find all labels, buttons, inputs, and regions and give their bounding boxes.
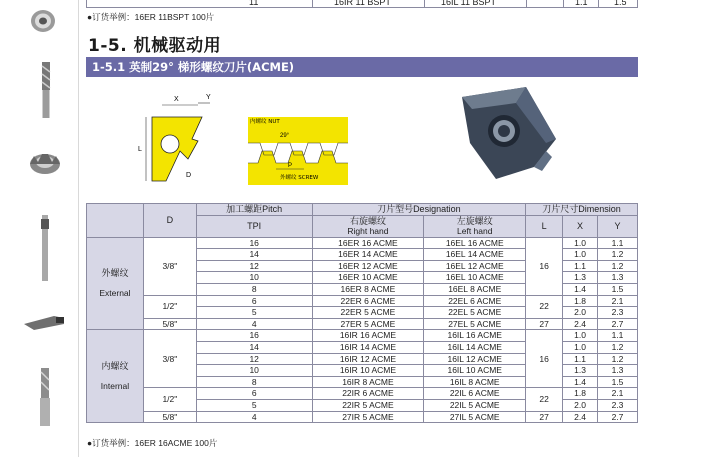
label-angle: 29°	[280, 133, 290, 139]
x-cell: 1.0	[563, 249, 598, 261]
left-hand-cell: 16EL 14 ACME	[424, 249, 526, 261]
y-cell: 2.1	[598, 295, 638, 307]
y-cell: 1.1	[598, 237, 638, 249]
y-cell: 2.1	[598, 388, 638, 400]
shell-mill-icon	[28, 150, 62, 178]
table-row	[87, 411, 638, 423]
label-screw: 外螺纹 SCREW	[280, 175, 319, 181]
diameter-cell: 3/8"	[143, 330, 196, 388]
l-cell: 27	[526, 318, 563, 330]
turning-tool-icon	[24, 312, 66, 332]
y-cell: 1.3	[598, 272, 638, 284]
tpi-cell: 5	[196, 399, 312, 411]
x-cell: 1.4	[563, 283, 598, 295]
left-hand-cell: 16IL 12 ACME	[424, 353, 526, 365]
face-mill-icon	[30, 8, 56, 34]
right-hand-cell: 16ER 16 ACME	[312, 237, 424, 249]
right-hand-cell: 22IR 6 ACME	[312, 388, 424, 400]
l-cell: 27	[526, 411, 563, 423]
label-x: X	[174, 96, 179, 103]
header-d: D	[143, 204, 196, 238]
label-y: Y	[206, 94, 211, 101]
right-hand-cell: 22ER 5 ACME	[312, 307, 424, 319]
right-hand-cell: 16ER 14 ACME	[312, 249, 424, 261]
left-hand-cell: 22EL 6 ACME	[424, 295, 526, 307]
left-hand-cell: 27IL 5 ACME	[424, 411, 526, 423]
insert-photo	[456, 83, 566, 181]
top-tpi: 11	[249, 0, 259, 7]
insert-dimension-drawing	[126, 89, 218, 199]
previous-table-last-row	[86, 0, 638, 8]
x-cell: 2.4	[563, 318, 598, 330]
l-cell: 16	[526, 330, 563, 388]
x-cell: 1.1	[563, 353, 598, 365]
table-row	[87, 295, 638, 307]
x-cell: 1.1	[563, 260, 598, 272]
tpi-cell: 10	[196, 365, 312, 377]
tpi-cell: 16	[196, 330, 312, 342]
left-hand-cell: 16IL 16 ACME	[424, 330, 526, 342]
header-dimension: 刀片尺寸Dimension	[526, 204, 638, 216]
tpi-cell: 5	[196, 307, 312, 319]
left-hand-cell: 16EL 10 ACME	[424, 272, 526, 284]
label-d: D	[186, 172, 192, 179]
tpi-cell: 4	[196, 318, 312, 330]
right-hand-cell: 16IR 10 ACME	[312, 365, 424, 377]
tpi-cell: 14	[196, 249, 312, 261]
header-left-hand: 左旋螺纹 Left hand	[424, 215, 526, 237]
right-hand-cell: 16ER 10 ACME	[312, 272, 424, 284]
top-right-hand: 16IR 11 BSPT	[334, 0, 391, 7]
tpi-cell: 8	[196, 283, 312, 295]
tpi-cell: 12	[196, 353, 312, 365]
header-l: L	[526, 215, 563, 237]
left-hand-cell: 22IL 6 ACME	[424, 388, 526, 400]
label-l: L	[138, 146, 142, 153]
table-row	[87, 330, 638, 342]
right-hand-cell: 16IR 16 ACME	[312, 330, 424, 342]
left-hand-cell: 16IL 14 ACME	[424, 341, 526, 353]
table-row	[87, 318, 638, 330]
left-hand-cell: 16IL 10 ACME	[424, 365, 526, 377]
l-cell: 22	[526, 388, 563, 411]
right-hand-cell: 16IR 8 ACME	[312, 376, 424, 388]
l-cell: 22	[526, 295, 563, 318]
y-cell: 1.2	[598, 249, 638, 261]
x-cell: 1.0	[563, 341, 598, 353]
acme-insert-table	[86, 203, 638, 423]
left-hand-cell: 22IL 5 ACME	[424, 399, 526, 411]
x-cell: 1.8	[563, 388, 598, 400]
table-body	[87, 237, 638, 423]
y-cell: 1.2	[598, 260, 638, 272]
x-cell: 1.0	[563, 237, 598, 249]
y-cell: 1.2	[598, 341, 638, 353]
right-hand-cell: 16ER 12 ACME	[312, 260, 424, 272]
y-cell: 2.7	[598, 411, 638, 423]
x-cell: 1.3	[563, 272, 598, 284]
left-hand-cell: 16EL 12 ACME	[424, 260, 526, 272]
left-hand-cell: 27EL 5 ACME	[424, 318, 526, 330]
indexable-drill-icon	[38, 368, 52, 426]
header-blank	[87, 204, 144, 238]
thread-profile-drawing	[246, 113, 356, 185]
y-cell: 2.3	[598, 399, 638, 411]
header-designation: 刀片型号Designation	[312, 204, 526, 216]
bottom-order-example: ●订货举例：16ER 16ACME 100片	[87, 438, 218, 448]
label-nut: 内螺纹 NUT	[250, 119, 280, 125]
boring-bar-icon	[38, 215, 52, 281]
tpi-cell: 6	[196, 295, 312, 307]
tpi-cell: 4	[196, 411, 312, 423]
tool-icon-sidebar	[0, 0, 76, 457]
header-y: Y	[598, 215, 638, 237]
left-hand-cell: 22EL 5 ACME	[424, 307, 526, 319]
tpi-cell: 16	[196, 237, 312, 249]
diameter-cell: 3/8"	[143, 237, 196, 295]
y-cell: 1.5	[598, 376, 638, 388]
top-y: 1.5	[614, 0, 627, 7]
y-cell: 2.7	[598, 318, 638, 330]
internal-group-label: 内螺纹 Internal	[87, 330, 144, 423]
header-pitch: 加工螺距Pitch	[196, 204, 312, 216]
y-cell: 1.5	[598, 283, 638, 295]
diameter-cell: 1/2"	[143, 388, 196, 411]
section-title: 1-5. 机械驱动用	[88, 36, 222, 56]
top-left-hand: 16IL 11 BSPT	[441, 0, 497, 7]
right-hand-cell: 27IR 5 ACME	[312, 411, 424, 423]
table-row	[87, 237, 638, 249]
y-cell: 1.2	[598, 353, 638, 365]
diameter-cell: 5/8"	[143, 318, 196, 330]
header-tpi: TPI	[196, 215, 312, 237]
x-cell: 2.4	[563, 411, 598, 423]
diameter-cell: 1/2"	[143, 295, 196, 318]
tpi-cell: 14	[196, 341, 312, 353]
tpi-cell: 12	[196, 260, 312, 272]
x-cell: 1.4	[563, 376, 598, 388]
diameter-cell: 5/8"	[143, 411, 196, 423]
y-cell: 1.3	[598, 365, 638, 377]
right-hand-cell: 16IR 12 ACME	[312, 353, 424, 365]
left-hand-cell: 16IL 8 ACME	[424, 376, 526, 388]
y-cell: 2.3	[598, 307, 638, 319]
l-cell: 16	[526, 237, 563, 295]
left-hand-cell: 16EL 8 ACME	[424, 283, 526, 295]
right-hand-cell: 27ER 5 ACME	[312, 318, 424, 330]
x-cell: 2.0	[563, 307, 598, 319]
top-order-example: ●订货举例：16ER 11BSPT 100片	[87, 12, 215, 22]
table-row	[87, 388, 638, 400]
x-cell: 1.8	[563, 295, 598, 307]
x-cell: 2.0	[563, 399, 598, 411]
right-hand-cell: 16ER 8 ACME	[312, 283, 424, 295]
tpi-cell: 6	[196, 388, 312, 400]
right-hand-cell: 16IR 14 ACME	[312, 341, 424, 353]
right-hand-cell: 22ER 6 ACME	[312, 295, 424, 307]
y-cell: 1.1	[598, 330, 638, 342]
external-group-label: 外螺纹 External	[87, 237, 144, 330]
label-p: P	[288, 163, 293, 169]
tpi-cell: 10	[196, 272, 312, 284]
top-x: 1.1	[575, 0, 588, 7]
header-right-hand: 右旋螺纹 Right hand	[312, 215, 424, 237]
sidebar-divider	[78, 0, 79, 457]
right-hand-cell: 22IR 5 ACME	[312, 399, 424, 411]
x-cell: 1.0	[563, 330, 598, 342]
tpi-cell: 8	[196, 376, 312, 388]
end-mill-icon	[40, 62, 52, 118]
subsection-title: 1-5.1 英制29° 梯形螺纹刀片(ACME)	[86, 57, 638, 77]
x-cell: 1.3	[563, 365, 598, 377]
figure-area	[86, 77, 638, 203]
header-x: X	[563, 215, 598, 237]
left-hand-cell: 16EL 16 ACME	[424, 237, 526, 249]
